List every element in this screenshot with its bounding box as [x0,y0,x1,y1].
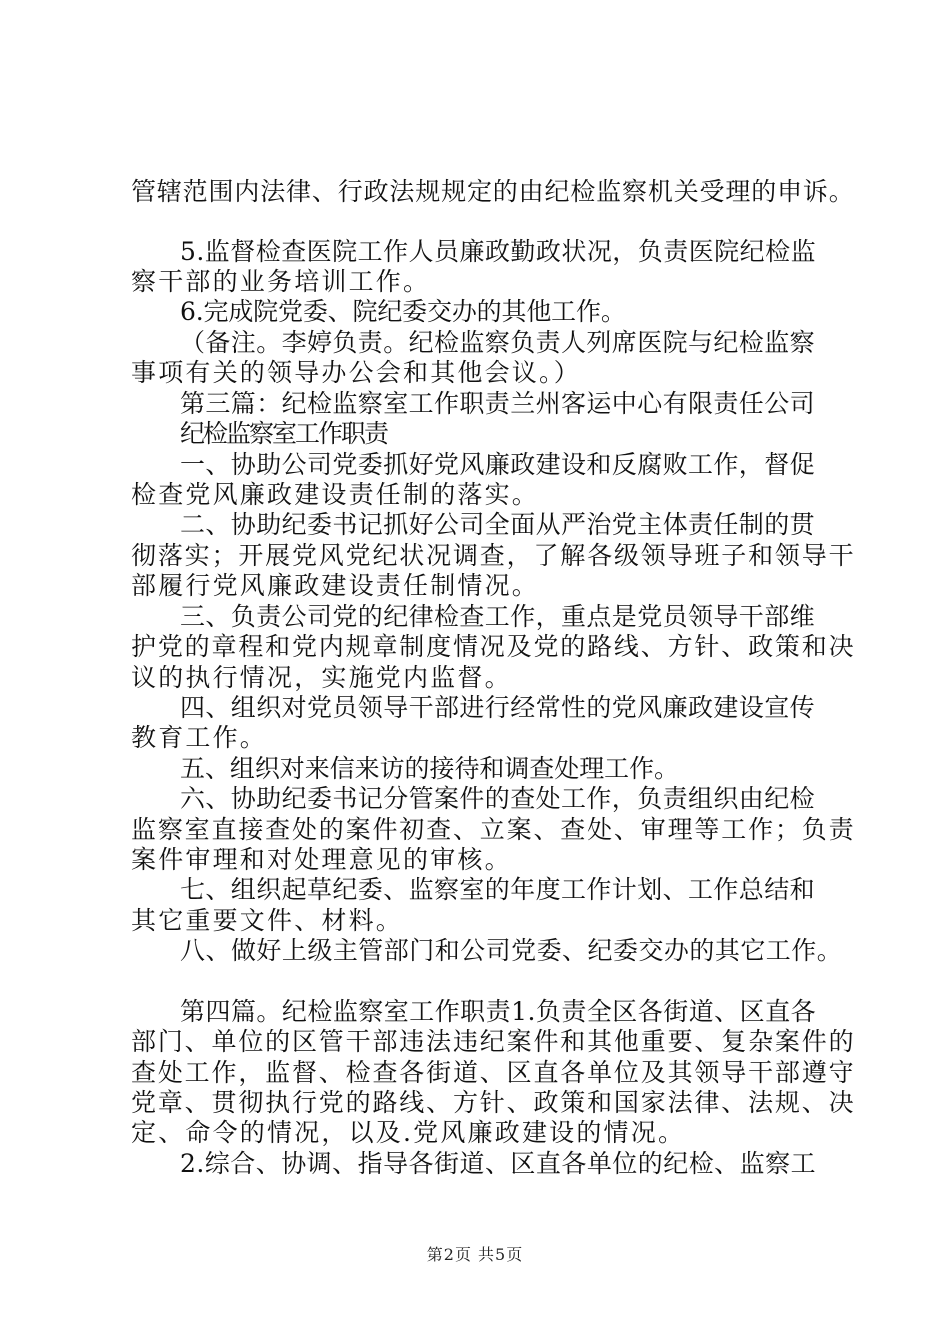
text-line: 一、协助公司党委抓好党风廉政建设和反腐败工作，督促 [180,450,816,479]
text-line: 彻落实；开展党风党纪状况调查，了解各级领导班子和领导干 [131,541,856,570]
text-line: 察干部的业务培训工作。 [131,267,431,296]
text-line: 查处工作，监督、检查各街道、区直各单位及其领导干部遵守 [131,1058,856,1087]
text-line: 五、组织对来信来访的接待和调查处理工作。 [180,754,680,783]
text-line: 党章、贯彻执行党的路线、方针、政策和国家法律、法规、决 [131,1088,856,1117]
text-line: 定、命令的情况，以及.党风廉政建设的情况。 [131,1118,686,1147]
text-line: 议的执行情况，实施党内监督。 [131,663,512,692]
text-line: 监察室直接查处的案件初查、立案、查处、审理等工作；负责 [131,815,856,844]
text-line: 四、组织对党员领导干部进行经常性的党风廉政建设宣传 [180,693,816,722]
text-line: 案件审理和对处理意见的审核。 [131,845,512,874]
text-line: 5.监督检查医院工作人员廉政勤政状况，负责医院纪检监 [180,237,817,266]
section-heading: 第四篇。纪检监察室工作职责1.负责全区各街道、区直各 [180,997,817,1026]
section-heading: 第三篇：纪检监察室工作职责兰州客运中心有限责任公司 [180,389,816,418]
text-line: 三、负责公司党的纪律检查工作，重点是党员领导干部维 [180,602,816,631]
text-line: 护党的章程和党内规章制度情况及党的路线、方针、政策和决 [131,632,856,661]
text-line: 其它重要文件、材料。 [131,906,404,935]
text-line: 部门、单位的区管干部违法违纪案件和其他重要、复杂案件的 [131,1027,856,1056]
text-line: 事项有关的领导办公会和其他会议。） [131,358,581,387]
text-line: 检查党风廉政建设责任制的落实。 [131,480,540,509]
page-number-footer: 第2页 共5页 [426,1245,524,1264]
text-line: 6.完成院党委、院纪委交办的其他工作。 [180,297,626,326]
text-line: 教育工作。 [131,723,268,752]
text-line: 六、协助纪委书记分管案件的查处工作，负责组织由纪检 [180,784,816,813]
text-line: 2.综合、协调、指导各街道、区直各单位的纪检、监察工 [180,1149,817,1178]
text-line: 部履行党风廉政建设责任制情况。 [131,571,540,600]
text-line: （备注。李婷负责。纪检监察负责人列席医院与纪检监察 [180,328,816,357]
text-line: 二、协助纪委书记抓好公司全面从严治党主体责任制的贯 [180,510,816,539]
text-line: 七、组织起草纪委、监察室的年度工作计划、工作总结和 [180,875,816,904]
text-line: 八、做好上级主管部门和公司党委、纪委交办的其它工作。 [180,936,843,965]
text-line: 管辖范围内法律、行政法规规定的由纪检监察机关受理的申诉。 [131,177,855,206]
section-heading: 纪检监察室工作职责 [180,419,388,448]
